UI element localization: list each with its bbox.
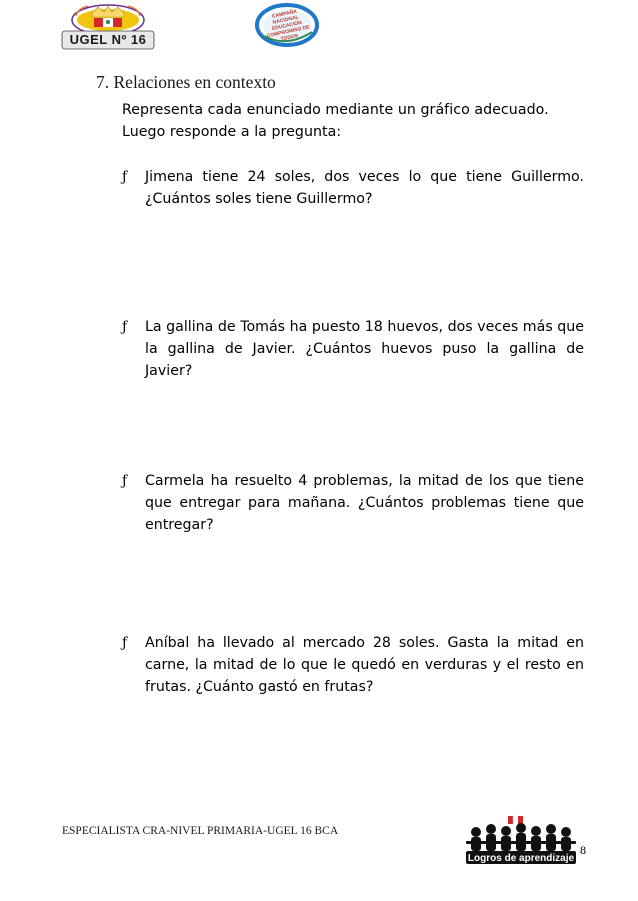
- problem-item: [122, 470, 584, 536]
- page-number: 8: [580, 843, 586, 857]
- bullet-icon: ƒ: [122, 635, 128, 651]
- problem-text: La gallina de Tomás ha puesto 18 huevos, dos veces más que la gallina de Javier. ¿Cuántos huevos puso la gallina de Javier?: [145, 319, 584, 379]
- ugel-logo-label: UGEL Nº 16: [69, 32, 147, 47]
- problem-item: [122, 166, 584, 210]
- bullet-icon: ƒ: [122, 319, 128, 335]
- children-silhouettes-icon: [462, 814, 580, 866]
- campaign-logo-label: CAMPAÑA NACIONAL EDUCACIÓN COMPROMISO DE TODOS: [266, 8, 311, 43]
- section-instructions: Representa cada enunciado mediante un gráfico adecuado. Luego responde a la pregunta:: [122, 102, 549, 140]
- problem-text: Carmela ha resuelto 4 problemas, la mitad de los que tiene que entregar para mañana. ¿Cuántos problemas tiene que entregar?: [145, 473, 584, 533]
- bullet-icon: ƒ: [122, 169, 128, 185]
- section-title: 7. Relaciones en contexto: [96, 72, 276, 92]
- logros-logo: [462, 814, 580, 866]
- problem-text: Jimena tiene 24 soles, dos veces lo que tiene Guillermo. ¿Cuántos soles tiene Guillermo?: [145, 169, 584, 207]
- ugel-logo: [58, 4, 158, 50]
- problem-item: [122, 632, 584, 698]
- problem-item: [122, 316, 584, 382]
- campaign-logo: [254, 2, 320, 48]
- footer-text: ESPECIALISTA CRA-NIVEL PRIMARIA-UGEL 16 BCA: [62, 825, 339, 837]
- logros-logo-label: Logros de aprendizaje: [467, 853, 575, 864]
- problem-text: Aníbal ha llevado al mercado 28 soles. Gasta la mitad en carne, la mitad de lo que le quedó en verduras y el resto en frutas. ¿Cuánto gastó en frutas?: [145, 635, 584, 695]
- bullet-icon: ƒ: [122, 473, 128, 489]
